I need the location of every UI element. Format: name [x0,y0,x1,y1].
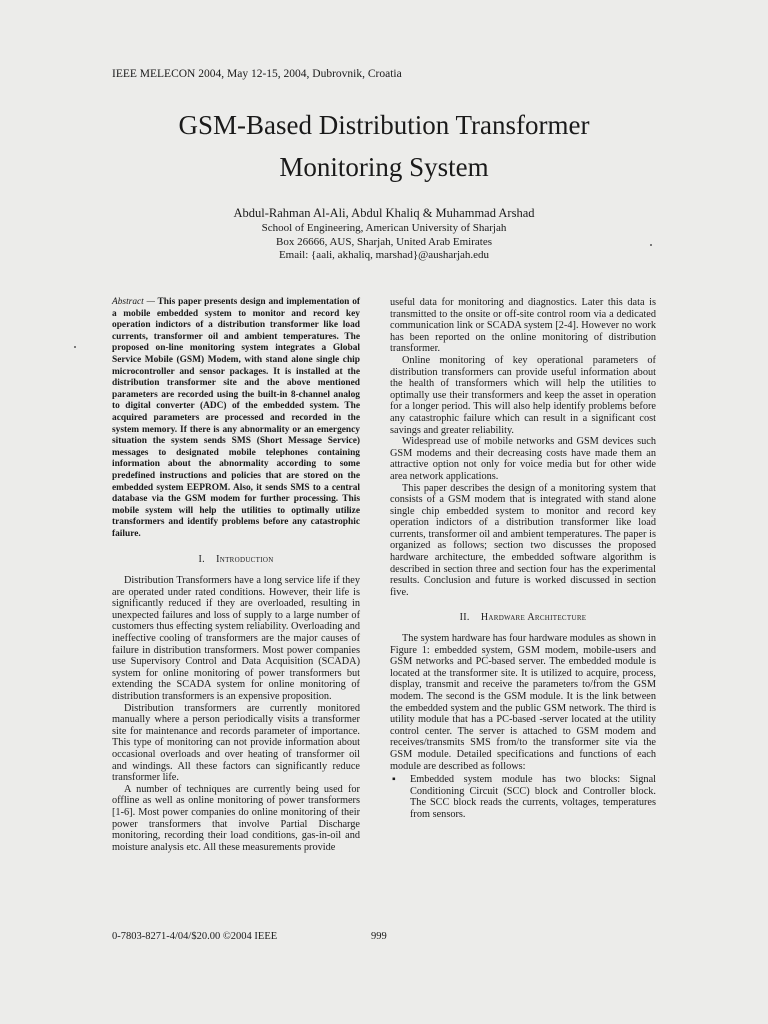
paragraph: The system hardware has four hardware modules as shown in Figure 1: embedded system, GSM modem, mobile-users and GSM networks and PC-based server. The embedded module is located at the transformer site. It is utilized to acquire, process, display, transmit and receive the parameters to/from the GSM modem. The second is the GSM module. It is the link between the embedded system and the public GSM network. The third is utility module that has a PC-based -server located at the utility control center. The server is attached to GSM modem and receives/transmits SMS from/to the transformer site via the GSM module. Detailed specifications and functions of each module are described as follows: [390,633,656,772]
bullet-item [390,774,656,820]
affiliation-line-2: Box 26666, AUS, Sharjah, United Arab Emirates [275,235,492,248]
paragraph: Online monitoring of key operational parameters of distribution transformers can provide useful information about the health of transformers which will help the utilities to optimally use their transformers and keep the asset in operation for a longer period. This will also help identify problems before any catastrophic failure which can result in a significant cost savings and greater reliability. [390,354,656,436]
abstract-text: This paper presents design and implementation of a mobile embedded system to monitor and record key operation indictors of a distribution transformer like load currents, transformer oil and ambient temperatures. The proposed on-line monitoring system integrates a Global Service Mobile (GSM) Modem, with stand alone single chip microcontroller and sensor packages. It is installed at the distribution transformer site and the above mentioned parameters are recorded using the built-in 8-channel analog to digital converter (ADC) of the embedded system. The acquired parameters are processed and recorded in the system memory. If there is any abnormality or an emergency situation the system sends SMS (Short Message Service) messages to designated mobile telephones containing information about the abnormality according to some predefined instructions and policies that are stored on the embedded system EEPROM. Also, it sends SMS to a central database via the GSM modem for further processing. This mobile system will help the utilities to optimally utilize transformers and identify problems before any catastrophic failure. [112,297,361,539]
title-line-2: Monitoring System [279,152,489,182]
affiliation-line-1: School of Engineering, American University of Sharjah [261,222,507,234]
left-column [112,297,360,853]
page-number: 999 [371,931,387,942]
paragraph: A number of techniques are currently being used for offline as well as online monitoring of power transformers [1-6]. Most power companies do online monitoring of their power transformers that involve Partial Discharge monitoring, recording their load conditions, gas-in-oil and moisture analysis etc. All these measurements provide [112,783,360,853]
conference-header: IEEE MELECON 2004, May 12-15, 2004, Dubrovnik, Croatia [112,68,402,80]
author-list: Abdul-Rahman Al-Ali, Abdul Khaliq & Muhammad Arshad [233,206,535,220]
paragraph: Distribution Transformers have a long service life if they are operated under rated conditions. However, their life is significantly reduced if they are overloaded, resulting in unexpected failures and loss of supply to a large number of customers thus effecting system reliability. Overloading and ineffective cooling of transformers are the major causes of failure in distribution transformers. Most power companies use Supervisory Control and Data Acquisition (SCADA) system for online monitoring of power transformers but extending the SCADA system for online monitoring of distribution transformers is an expensive proposition. [112,575,360,702]
right-column [390,297,656,821]
section-number: I. [198,554,205,566]
section-number: II. [459,612,470,624]
scan-speck [650,244,652,246]
scan-speck [74,346,76,348]
section-heading-introduction [112,554,360,566]
paragraph: Widespread use of mobile networks and GSM devices such GSM modems and their decreasing costs have made them an attractive option not only for voice media but for other wide area network applications. [390,436,656,482]
title-line-1: GSM-Based Distribution Transformer [178,110,590,140]
section-heading-hardware [390,612,656,624]
paragraph-continuation: useful data for monitoring and diagnostics. Later this data is transmitted to the onsite or off-site control room via a dedicated communication link or SCADA system [2-4]. However no work has been reported on the online monitoring of distribution transformer. [390,297,656,355]
bullet-symbol: ▪ [392,774,396,786]
email-line: Email: {aali, akhaliq, marshad}@ausharjah.edu [278,249,490,261]
section-title: Introduction [216,554,274,566]
abstract-lead: Abstract — [112,297,155,307]
paper-title [0,104,768,188]
paragraph: Distribution transformers are currently monitored manually where a person periodically visits a transformer site for maintenance and records parameter of importance. This type of monitoring can not provide information about occasional overloads and over heating of transformer oil and windings. All these factors can significantly reduce transformer life. [112,702,360,784]
bullet-text: Embedded system module has two blocks: Signal Conditioning Circuit (SCC) block and Controller block. The SCC block reads the currents, voltages, temperatures from sensors. [410,774,656,820]
copyright-footer: 0-7803-8271-4/04/$20.00 ©2004 IEEE [112,931,278,942]
paragraph: This paper describes the design of a monitoring system that consists of a GSM modem that is integrated with stand alone single chip embedded system to monitor and record key operation indictors of a distribution transformer like load currents, transformer oil and ambient temperatures. The paper is organized as follows; section two discusses the proposed hardware architecture, the embedded software algorithm is described in section three and section four has the experimental results. Conclusion and future is worked discussed in section five. [390,482,656,598]
section-title: Hardware Architecture [480,612,587,624]
affiliation [0,222,768,263]
abstract [112,297,360,540]
